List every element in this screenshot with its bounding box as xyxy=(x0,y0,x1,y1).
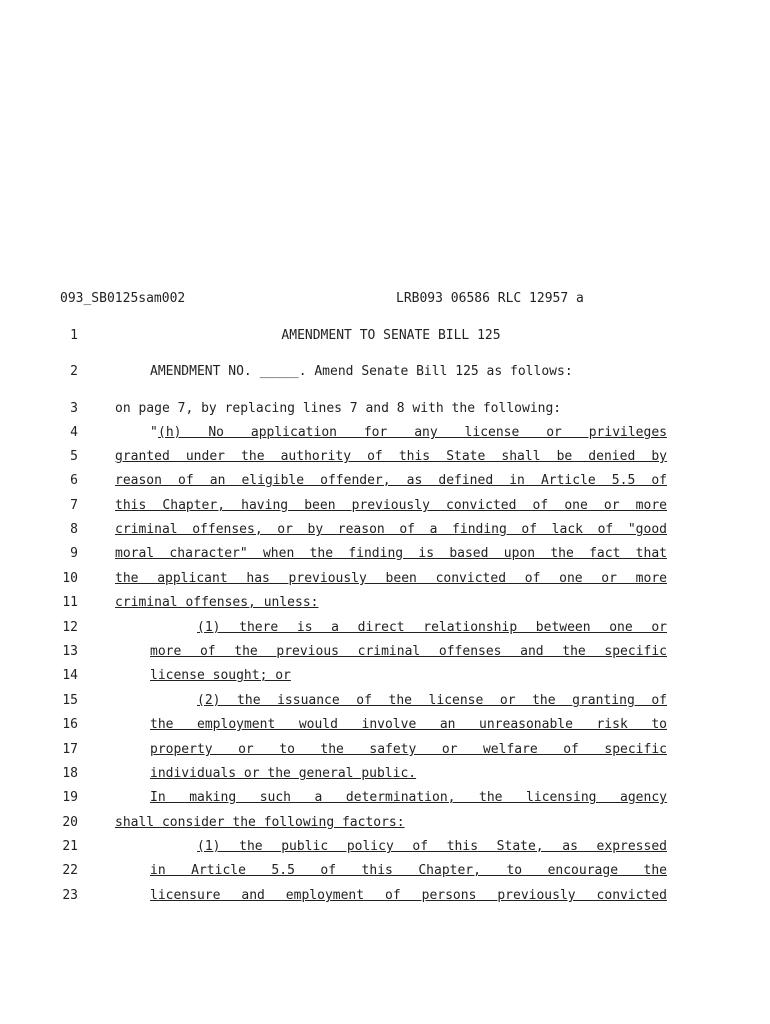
line-number: 19 xyxy=(62,790,78,805)
line-number: 14 xyxy=(62,668,78,683)
line-text: In making such a determination, the licensing agency xyxy=(150,790,667,805)
line-text: the applicant has previously been convicted of one or more xyxy=(115,571,667,586)
line-number: 1 xyxy=(70,328,78,343)
line-number: 6 xyxy=(70,473,78,488)
line-text: this Chapter, having been previously convicted of one or more xyxy=(115,498,667,513)
line-text: criminal offenses, or by reason of a finding of lack of "good xyxy=(115,522,667,537)
line-text: the employment would involve an unreasonable risk to xyxy=(150,717,667,732)
text-line xyxy=(0,327,770,345)
text-line xyxy=(0,692,770,710)
line-text: moral character" when the finding is based upon the fact that xyxy=(115,546,667,561)
line-number: 5 xyxy=(70,449,78,464)
line-text: (h) No application for any license or privileges xyxy=(158,425,667,440)
amendment-title: AMENDMENT TO SENATE BILL 125 xyxy=(281,328,501,343)
line-number: 3 xyxy=(70,401,78,416)
line-number: 9 xyxy=(70,546,78,561)
text-line xyxy=(0,862,770,880)
line-text: on page 7, by replacing lines 7 and 8 with the following: xyxy=(115,401,562,416)
line-text: licensure and employment of persons previously convicted xyxy=(150,888,667,903)
text-line xyxy=(0,643,770,661)
line-number: 15 xyxy=(62,693,78,708)
line-number: 7 xyxy=(70,498,78,513)
text-line xyxy=(0,424,770,442)
text-line xyxy=(0,887,770,905)
text-line xyxy=(0,741,770,759)
text-line xyxy=(0,838,770,856)
line-text: reason of an eligible offender, as defined in Article 5.5 of xyxy=(115,473,667,488)
line-number: 13 xyxy=(62,644,78,659)
text-line xyxy=(0,400,770,418)
line-number: 20 xyxy=(62,815,78,830)
text-line xyxy=(0,789,770,807)
line-text: in Article 5.5 of this Chapter, to encourage the xyxy=(150,863,667,878)
text-line xyxy=(0,619,770,637)
text-line xyxy=(0,363,770,381)
text-line xyxy=(0,497,770,515)
line-number: 2 xyxy=(70,364,78,379)
line-number: 17 xyxy=(62,742,78,757)
line-number: 12 xyxy=(62,620,78,635)
text-line xyxy=(0,594,770,612)
text-line xyxy=(0,814,770,832)
line-number: 10 xyxy=(62,571,78,586)
line-text: (1) there is a direct relationship between one or xyxy=(197,620,667,635)
line-number: 16 xyxy=(62,717,78,732)
lrb-code: LRB093 06586 RLC 12957 a xyxy=(396,291,584,306)
bill-code: 093_SB0125sam002 xyxy=(60,291,186,306)
line-number: 22 xyxy=(62,863,78,878)
line-number: 8 xyxy=(70,522,78,537)
text-line xyxy=(0,716,770,734)
line-number: 11 xyxy=(62,595,78,610)
line-number: 23 xyxy=(62,888,78,903)
text-line xyxy=(0,765,770,783)
text-line xyxy=(0,667,770,685)
line-number: 4 xyxy=(70,425,78,440)
line-text: (2) the issuance of the license or the granting of xyxy=(197,693,667,708)
line-text: property or to the safety or welfare of specific xyxy=(150,742,667,757)
line-text: AMENDMENT NO. _____. Amend Senate Bill 125 as follows: xyxy=(150,364,573,379)
line-text: granted under the authority of this State shall be denied by xyxy=(115,449,667,464)
line-text: (1) the public policy of this State, as expressed xyxy=(197,839,667,854)
text-line xyxy=(0,545,770,563)
line-number: 18 xyxy=(62,766,78,781)
text-line xyxy=(0,472,770,490)
line-number: 21 xyxy=(62,839,78,854)
text-line xyxy=(0,448,770,466)
line-text: shall consider the following factors: xyxy=(115,815,405,830)
text-line xyxy=(0,521,770,539)
line-text: more of the previous criminal offenses and the specific xyxy=(150,644,667,659)
line-text: license sought; or xyxy=(150,668,291,683)
line-text: individuals or the general public. xyxy=(150,766,417,781)
line-text: criminal offenses, unless: xyxy=(115,595,319,610)
text-line xyxy=(0,570,770,588)
open-quote: " xyxy=(150,425,158,440)
